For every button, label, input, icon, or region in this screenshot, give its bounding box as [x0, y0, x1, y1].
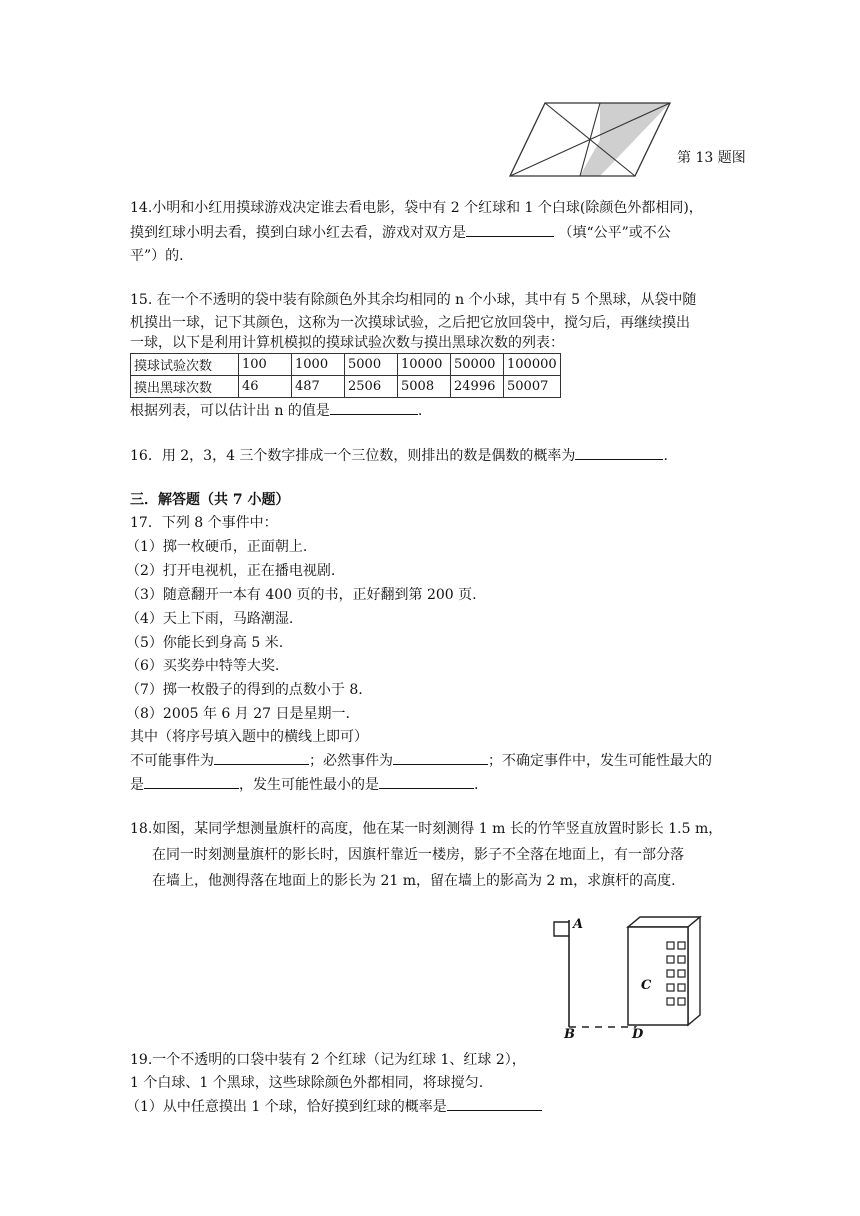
table-cell: 1000: [292, 354, 345, 376]
q14-text: 摸到红球小明去看，摸到白球小红去看，游戏对双方是: [130, 225, 466, 241]
list-item: （7）掷一枚骰子的得到的点数小于 8.: [126, 682, 363, 698]
parallelogram-figure: [505, 100, 675, 180]
list-item: （8）2005 年 6 月 27 日是星期一.: [126, 706, 350, 722]
q14-line1: 14.小明和小红用摸球游戏决定谁去看电影，袋中有 2 个红球和 1 个白球(除颜色外都相同)，: [130, 200, 703, 216]
table-row: [131, 354, 561, 376]
answer-blank: [393, 750, 488, 765]
q15-text: 根据列表，可以估计出 n 的值是: [130, 403, 330, 419]
q15-line1: 15. 在一个不透明的袋中装有除颜色外其余均相同的 n 个小球，其中有 5 个黑球，从袋中随: [130, 292, 697, 308]
q19-line1: 19.一个不透明的口袋中装有 2 个红球（记为红球 1、红球 2），: [130, 1052, 526, 1068]
q17-text: ；不确定事件中，发生可能性最大的: [488, 753, 712, 769]
section-title: 三．解答题（共 7 小题）: [130, 492, 290, 508]
q17-note: 其中（将序号填入题中的横线上即可）: [130, 729, 368, 745]
q16-text: 16．用 2，3，4 三个数字排成一个三位数，则排出的数是偶数的概率为: [130, 448, 576, 464]
point-label-b: B: [564, 1027, 575, 1042]
q19-line3: [126, 1096, 542, 1117]
q14-hint: （填“公平”或不公: [558, 225, 671, 241]
q17-answer-line1: [130, 750, 712, 771]
q16-end: .: [663, 448, 668, 464]
q17-answer-line2: [130, 774, 478, 795]
q15-end: .: [417, 403, 423, 419]
q19-text: （1）从中任意摸出 1 个球，恰好摸到红球的概率是: [126, 1099, 447, 1115]
answer-blank: [575, 445, 663, 460]
trial-data-table: [130, 353, 561, 398]
table-cell: 46: [239, 376, 292, 398]
list-item: （2）打开电视机，正在播电视剧.: [126, 563, 336, 579]
answer-blank: [330, 400, 418, 415]
list-item: （4）天上下雨，马路潮湿.: [126, 611, 294, 627]
list-item: （3）随意翻开一本有 400 页的书，正好翻到第 200 页.: [126, 587, 477, 603]
answer-blank: [144, 774, 239, 789]
q17-text: ，发生可能性最小的是: [239, 777, 379, 793]
q17-text: 是: [130, 777, 144, 793]
q15-line3: 一球，以下是利用计算机模拟的摸球试验次数与摸出黑球次数的列表：: [130, 335, 564, 351]
answer-blank: [214, 750, 309, 765]
table-cell: 5000: [345, 354, 398, 376]
table-cell: 50007: [504, 376, 561, 398]
list-item: （6）买奖券中特等大奖.: [126, 658, 280, 674]
q17-intro: 17．下列 8 个事件中：: [130, 515, 278, 531]
table-cell: 2506: [345, 376, 398, 398]
list-item: （5）你能长到身高 5 米.: [126, 635, 284, 651]
q17-end: .: [474, 777, 479, 793]
q16-line: [130, 445, 668, 466]
list-item: （1）掷一枚硬币，正面朝上.: [126, 539, 308, 555]
point-label-c: C: [641, 978, 652, 993]
q17-text: ；必然事件为: [309, 753, 393, 769]
flagpole-building-figure: [540, 912, 720, 1044]
table-cell: 100: [239, 354, 292, 376]
q15-line2: 机摸出一球，记下其颜色，这称为一次摸球试验，之后把它放回袋中，搅匀后，再继续摸出: [130, 315, 690, 331]
table-header-cell: 摸球试验次数: [131, 354, 239, 376]
q18-line2: 在同一时刻测量旗杆的影长时，因旗杆靠近一楼房，影子不全落在地面上，有一部分落: [152, 847, 684, 863]
table-cell: 100000: [504, 354, 561, 376]
q18-line1: 18.如图，某同学想测量旗杆的高度，他在某一时刻测得 1 m 长的竹竿竖直放置时影长 1.5 m，: [130, 821, 723, 837]
q15-answer-line: [130, 400, 422, 421]
answer-blank: [466, 222, 554, 237]
table-cell: 24996: [451, 376, 504, 398]
table-cell: 50000: [451, 354, 504, 376]
answer-blank: [379, 774, 474, 789]
table-row: [131, 376, 561, 398]
q19-line2: 1 个白球、1 个黑球，这些球除颜色外都相同，将球搅匀.: [130, 1075, 484, 1091]
point-label-a: A: [573, 917, 584, 932]
table-header-cell: 摸出黑球次数: [131, 376, 239, 398]
table-cell: 5008: [398, 376, 451, 398]
table-cell: 487: [292, 376, 345, 398]
point-label-d: D: [632, 1027, 644, 1042]
q14-line2: [130, 222, 671, 243]
answer-blank: [447, 1096, 542, 1111]
q18-line3: 在墙上，他测得落在地面上的影长为 21 m，留在墙上的影高为 2 m，求旗杆的高度.: [152, 873, 676, 889]
figure-caption-q13: 第 13 题图: [677, 150, 746, 166]
q17-text: 不可能事件为: [130, 753, 214, 769]
table-cell: 10000: [398, 354, 451, 376]
q14-line3: 平”）的.: [130, 248, 184, 264]
